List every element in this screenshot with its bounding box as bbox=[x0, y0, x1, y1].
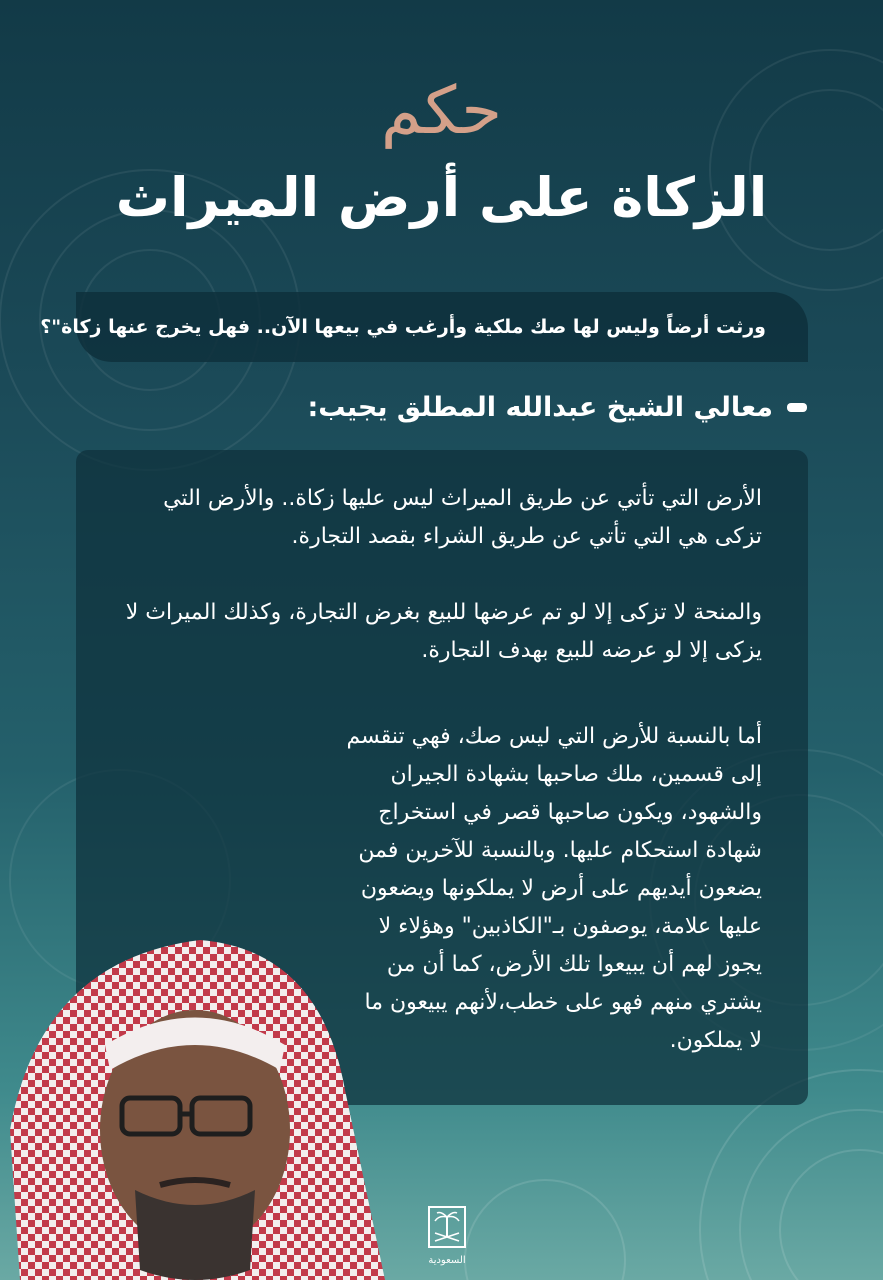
question-text: ورثت أرضاً وليس لها صك ملكية وأرغب في بيعها الآن.. فهل يخرج عنها زكاة"؟ bbox=[40, 316, 766, 338]
question-box bbox=[40, 292, 808, 362]
speaker-heading bbox=[308, 392, 808, 423]
answer-paragraph: الأرض التي تأتي عن طريق الميراث ليس عليها زكاة.. والأرض التي تزكى هي التي تأتي عن طريق الشراء بقصد التجارة. bbox=[163, 486, 762, 549]
answer-paragraph: أما بالنسبة للأرض التي ليس صك، فهي تنقسم إلى قسمين، ملك صاحبها بشهادة الجيران والشهود، ويكون صاحبها قصر في استخراج شهادة استحكام عليها. وبالنسبة للآخرين فمن يضعون أيديهم على أرض لا يملكونها ويضعون عليها علامة، يوصفون بـ"الكاذبين" وهؤلاء لا يجوز لهم أن يبيعوا تلك الأرض، كما أن من يشتري منهم فهو على خطب،لأنهم يبيعون ما لا يملكون. bbox=[346, 724, 762, 1053]
page-title: الزكاة على أرض الميراث bbox=[115, 166, 768, 229]
answer-paragraph: والمنحة لا تزكى إلا لو تم عرضها للبيع بغرض التجارة، وكذلك الميراث لا يزكى إلا لو عرضه للبيع بهدف التجارة. bbox=[125, 600, 762, 663]
bullet-dash-icon bbox=[787, 403, 807, 412]
heading-ruling: حكم bbox=[380, 72, 503, 149]
speaker-label: معالي الشيخ عبدالله المطلق يجيب: bbox=[307, 392, 773, 423]
palm-and-swords-icon bbox=[427, 1205, 467, 1249]
logo-caption: السعودية bbox=[428, 1255, 466, 1266]
saudi-channel-logo bbox=[425, 1205, 469, 1271]
sheikh-portrait-illustration bbox=[0, 870, 400, 1280]
